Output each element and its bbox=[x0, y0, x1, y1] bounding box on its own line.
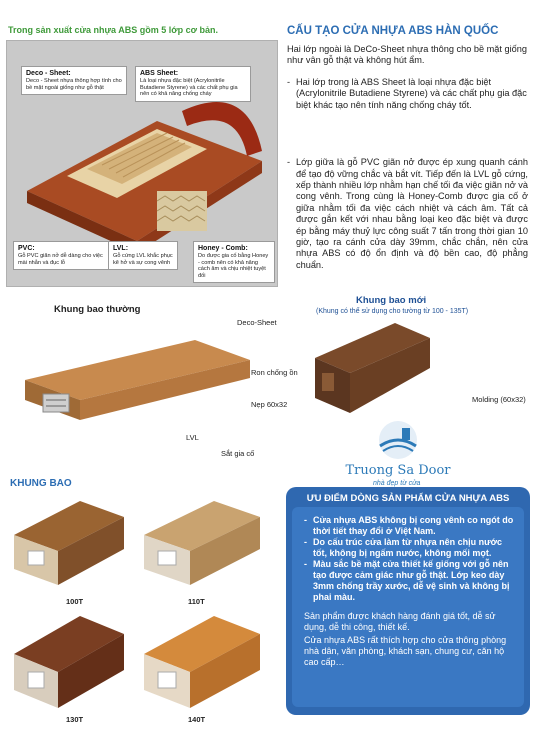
new-frame-graphic bbox=[300, 318, 435, 413]
bullet-abs-sheet: - Hai lớp trong là ABS Sheet là loại nhựa đặc biệt (Acrylonitrile Butadiene Styrene) và các chất phụ gia đặc biệt khác tạo nên tính năng chống cháy tốt. bbox=[287, 77, 528, 111]
callout-deco-text: Deco - Sheet nhựa thông hợp tính cho bề mặt ngoài giống như gỗ thật bbox=[26, 78, 122, 91]
new-frame-subtitle: (Khung có thể sử dụng cho tường từ 100 - 135T) bbox=[316, 308, 469, 315]
advantages-content bbox=[292, 507, 524, 707]
label-nep: Nẹp 60x32 bbox=[251, 400, 288, 409]
callout-abs-text: Là loại nhựa đặc biệt (Acrylonitrile Butadiene Styrene) và các chất phụ gia nên có khả năng chống cháy bbox=[140, 78, 238, 98]
profile-100t-label: 100T bbox=[66, 597, 84, 606]
callout-honey-title: Honey - Comb: bbox=[198, 245, 248, 252]
callout-pvc bbox=[13, 241, 109, 270]
advantage-item: - Màu sắc bề mặt cửa thiết kế giống với gỗ nên tạo được cảm giác như gỗ thật. Lớp keo dày 3mm chống trầy xước, dễ vệ sinh và không bị phai màu. bbox=[304, 559, 518, 603]
label-lvl: LVL bbox=[186, 433, 199, 442]
callout-pvc-text: Gỗ PVC giãn nở dễ dàng cho việc mài nhẵn và đục lỗ bbox=[18, 253, 103, 266]
normal-frame-graphic bbox=[15, 320, 255, 430]
logo bbox=[318, 420, 478, 490]
profile-140t-label: 140T bbox=[188, 715, 206, 724]
profile-100t bbox=[10, 497, 128, 589]
callout-deco-title: Deco - Sheet: bbox=[26, 70, 71, 77]
intro-paragraph: Hai lớp ngoài là DeCo-Sheet nhựa thông cho bề mặt giống như vân gỗ thật và không hút ẩm. bbox=[287, 44, 527, 66]
profile-140t bbox=[140, 612, 264, 712]
profile-110t bbox=[140, 497, 264, 589]
advantage-item: - Do cấu trúc cửa làm từ nhựa nên chịu nước tốt, không bị ngấm nước, không mối mọt. bbox=[304, 537, 518, 559]
door-illustration bbox=[6, 40, 278, 287]
profile-130t-graphic bbox=[10, 612, 128, 712]
logo-tagline: nhà đẹp từ cửa bbox=[373, 480, 421, 487]
profile-130t-label: 130T bbox=[66, 715, 84, 724]
label-molding: Molding (60x32) bbox=[472, 395, 526, 404]
profile-110t-label: 110T bbox=[188, 597, 205, 606]
normal-frame-illustration bbox=[15, 320, 255, 430]
right-title: CẤU TẠO CỬA NHỰA ABS HÀN QUỐC bbox=[287, 25, 499, 37]
normal-frame-title: Khung bao thường bbox=[54, 304, 141, 315]
advantages-para2: Cửa nhựa ABS rất thích hợp cho cửa thông phòng nhà dân, văn phòng, khách sạn, chung cư, căn hộ cao cấp… bbox=[304, 635, 507, 667]
new-frame-title: Khung bao mới bbox=[356, 295, 427, 306]
label-steel: Sắt gia cố bbox=[221, 449, 255, 458]
advantages-para1: Sản phẩm được khách hàng đánh giá tốt, dễ sử dụng, dễ thi công, thiết kế. bbox=[304, 611, 496, 632]
advantages-box bbox=[286, 487, 530, 715]
left-header: Trong sản xuất cửa nhựa ABS gồm 5 lớp cơ bản. bbox=[8, 25, 219, 35]
new-frame-illustration bbox=[300, 318, 435, 413]
logo-mark-icon bbox=[370, 420, 426, 460]
callout-abs-sheet bbox=[135, 66, 251, 102]
callout-lvl bbox=[108, 241, 178, 270]
logo-name: Truong Sa Door bbox=[345, 463, 451, 478]
label-deco-sheet: Deco-Sheet bbox=[237, 318, 277, 327]
callout-lvl-title: LVL: bbox=[113, 245, 129, 252]
advantages-title: ƯU ĐIỂM DÒNG SẢN PHẨM CỬA NHỰA ABS bbox=[306, 493, 510, 504]
profile-130t bbox=[10, 612, 128, 712]
profile-110t-graphic bbox=[140, 497, 264, 589]
callout-honey-comb bbox=[193, 241, 275, 283]
advantages-text bbox=[304, 515, 518, 668]
profile-100t-graphic bbox=[10, 497, 128, 589]
callout-honey-text: Do được gia cố bằng Honey - comb nên có khả năng cách âm và chịu nhiệt tuyệt đối bbox=[198, 253, 269, 279]
bullet-pvc-lvl: - Lớp giữa là gỗ PVC giãn nở được ép xung quanh cánh để tạo độ vững chắc và bắt vít. Tiếp đến là LVL gỗ cứng, xếp thành nhiều lớp nhằm hạn chế tối đa việc giãn nở và cong vênh. Trong cùng là Honey-Comb được gia cố ở giữa nhằm tối đa việc cách nhiệt và cách âm. Tất cả được gắn kết với nhau bằng loại keo đặc biệt và được ép bằng máy thuỷ lực công suất 7 tấn trong thời gian 10 giờ, tạo ra cánh cửa dày 39mm, chắc chắn, nên cửa nhựa ABS có độ ổn định và độ bền cao, độ phẳng chuẩn. bbox=[287, 157, 528, 271]
advantage-item: - Cửa nhựa ABS không bị cong vênh co ngót do thời tiết thay đổi ở Việt Nam. bbox=[304, 515, 518, 537]
callout-abs-title: ABS Sheet: bbox=[140, 70, 179, 77]
khung-bao-title: KHUNG BAO bbox=[10, 478, 72, 489]
profile-140t-graphic bbox=[140, 612, 264, 712]
callout-pvc-title: PVC: bbox=[18, 245, 35, 252]
callout-lvl-text: Gỗ cứng LVL khắc phục kẽ hở và sự cong vênh bbox=[113, 253, 173, 266]
label-seal: Ron chống ồn bbox=[251, 368, 298, 377]
callout-deco-sheet bbox=[21, 66, 127, 95]
